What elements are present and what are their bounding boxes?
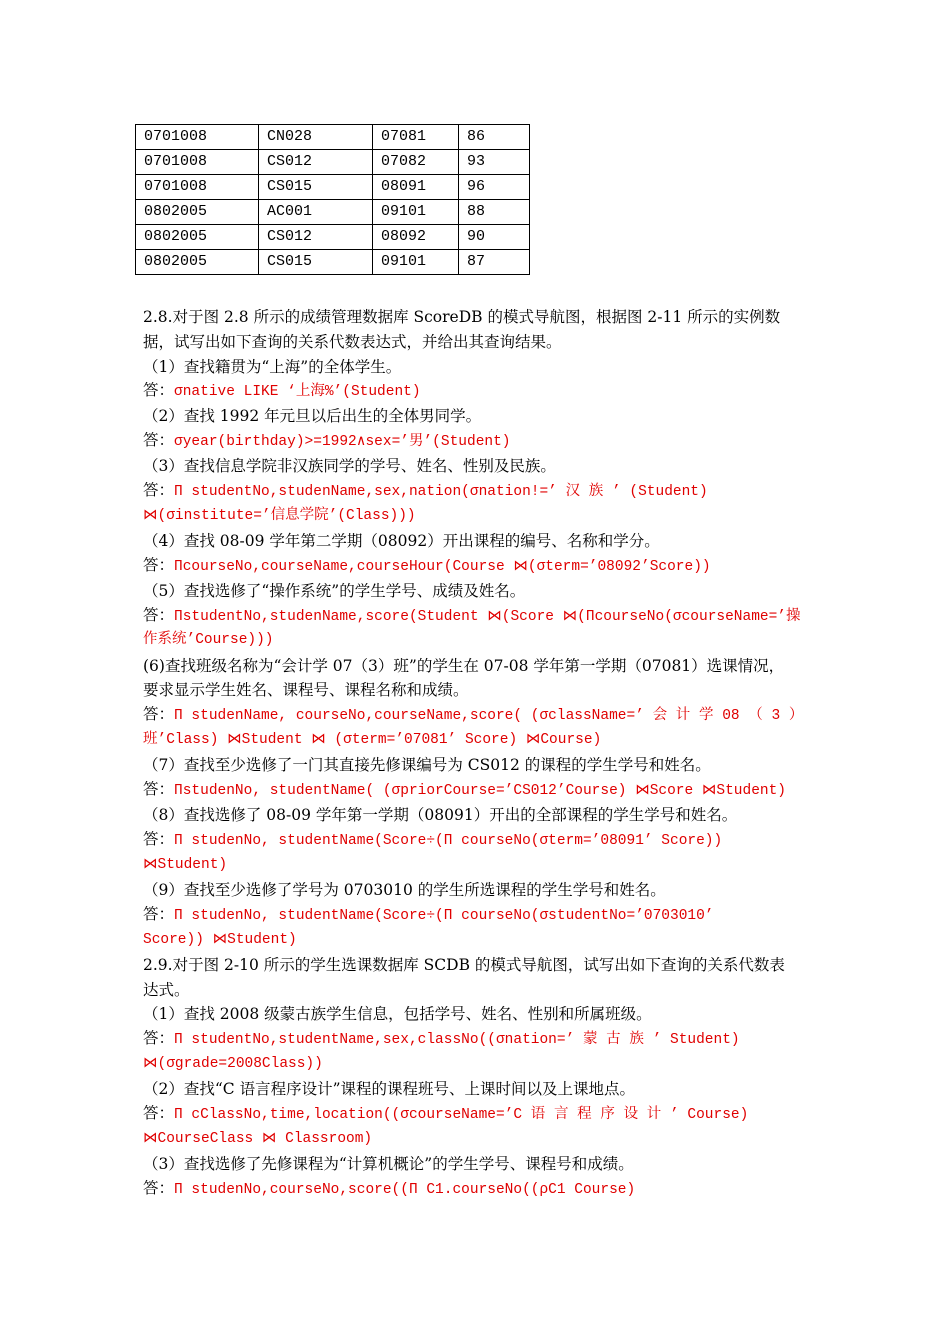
table-cell: 0802005 [136,225,259,250]
table-cell: 96 [459,175,530,200]
table-cell: 0802005 [136,200,259,225]
s28-q6-line1: (6)查找班级名称为“会计学 07（3）班”的学生在 07-08 学年第一学期（07081）选课情况， [143,657,785,675]
s29-a2-line2: ⋈CourseClass ⋈ Classroom) [143,1131,373,1147]
s29-a2-line1 [143,1103,813,1125]
table-cell: 07082 [373,150,459,175]
table-cell: 0701008 [136,125,259,150]
score-table [135,124,530,275]
s28-q1: （1）查找籍贯为“上海”的全体学生。 [143,358,402,376]
s28-q3: （3）查找信息学院非汉族同学的学号、姓名、性别及民族。 [143,457,556,475]
answer-label: 答： [143,556,175,574]
s28-a5-line2: 作系统’Course))) [143,632,274,648]
s28-a8-part1: Π studenNo, studentName(Score÷(Π courseNo(σterm=’08091’ Score)) [174,833,723,849]
s28-q7: （7）查找至少选修了一门其直接先修课编号为 CS012 的课程的学生学号和姓名。 [143,756,711,774]
table-row [136,150,530,175]
answer-label: 答： [143,780,175,798]
s28-a5-line1 [143,605,813,627]
s28-a8-line1 [143,829,813,851]
s28-a9-line1 [143,904,813,926]
s28-q8: （8）查找选修了 08-09 学年第一学期（08091）开出的全部课程的学生学号和姓名。 [143,806,738,824]
answer-label: 答： [143,705,175,723]
s28-q6-line2: 要求显示学生姓名、课程号、课程名称和成绩。 [143,681,469,699]
table-row [136,175,530,200]
table-cell: 07081 [373,125,459,150]
answer-label: 答： [143,606,175,624]
s28-a6-part1: Π studenName, courseNo,courseName,score( (σclassName=’ 会 计 学 08 （ 3 ） [174,708,804,724]
s29-a1-line1 [143,1028,813,1050]
table-cell: 0701008 [136,175,259,200]
s29-a1-part1: Π studentNo,studentName,sex,classNo((σnation=’ 蒙 古 族 ’ Student) [174,1032,740,1048]
answer-label: 答： [143,1104,175,1122]
s29-a3-line [143,1178,813,1200]
s29-intro-line2: 达式。 [143,981,190,999]
s28-a7: ΠstudenNo, studentName( (σpriorCourse=’CS012’Course) ⋈Score ⋈Student) [174,783,787,799]
s28-q9: （9）查找至少选修了学号为 0703010 的学生所选课程的学生学号和姓名。 [143,881,666,899]
s28-a2-line [143,430,813,452]
table-cell: 90 [459,225,530,250]
s28-a9-line2: Score)) ⋈Student) [143,932,297,948]
table-cell: 88 [459,200,530,225]
s28-q5: （5）查找选修了“操作系统”的学生学号、成绩及姓名。 [143,582,526,600]
table-cell: CS012 [259,225,373,250]
table-cell: 09101 [373,200,459,225]
s28-intro-line1: 2.8.对于图 2.8 所示的成绩管理数据库 ScoreDB 的模式导航图，根据图 2-11 所示的实例数 [143,308,781,326]
table-cell: 87 [459,250,530,275]
s28-q4: （4）查找 08-09 学年第二学期（08092）开出课程的编号、名称和学分。 [143,532,660,550]
s29-a1-line2: ⋈(σgrade=2008Class)) [143,1056,323,1072]
s28-a6-line1 [143,704,813,726]
score-table-body [136,125,530,275]
s29-q3: （3）查找选修了先修课程为“计算机概论”的学生学号、课程号和成绩。 [143,1155,634,1173]
s28-q2: （2）查找 1992 年元旦以后出生的全体男同学。 [143,407,482,425]
s28-a7-line [143,779,813,801]
table-cell: 0701008 [136,150,259,175]
s28-a8-line2: ⋈Student) [143,857,228,873]
s28-a3-line2: ⋈(σinstitute=’信息学院’(Class))) [143,508,416,524]
s29-a2-part1: Π cClassNo,time,location((σcourseName=’C 语 言 程 序 设 计 ’ Course) [174,1107,749,1123]
answer-label: 答： [143,381,175,399]
table-row [136,225,530,250]
s28-a1: σnative LIKE ‘上海%’(Student) [174,384,421,400]
s28-a4: ΠcourseNo,courseName,courseHour(Course ⋈(σterm=’08092’Score)) [174,559,711,575]
s28-a4-line [143,555,813,577]
s28-a9-part1: Π studenNo, studentName(Score÷(Π courseNo(σstudentNo=’0703010’ [174,908,714,924]
table-cell: 93 [459,150,530,175]
answer-label: 答： [143,830,175,848]
answer-label: 答： [143,905,175,923]
answer-label: 答： [143,1179,175,1197]
table-cell: 09101 [373,250,459,275]
answer-label: 答： [143,481,175,499]
s29-intro-line1: 2.9.对于图 2-10 所示的学生选课数据库 SCDB 的模式导航图，试写出如下查询的关系代数表 [143,956,785,974]
s28-a5-part1: ΠstudentNo,studenName,score(Student ⋈(Score ⋈(ΠcourseNo(σcourseName=’操 [174,609,801,625]
answer-label: 答： [143,431,175,449]
table-cell: CS015 [259,250,373,275]
table-cell: AC001 [259,200,373,225]
s28-a2: σyear(birthday)>=1992∧sex=’男’(Student) [174,434,511,450]
s29-q1: （1）查找 2008 级蒙古族学生信息，包括学号、姓名、性别和所属班级。 [143,1005,652,1023]
s28-a6-line2: 班’Class) ⋈Student ⋈ (σterm=’07081’ Score) ⋈Course) [143,732,602,748]
table-cell: 0802005 [136,250,259,275]
s28-intro-line2: 据，试写出如下查询的关系代数表达式，并给出其查询结果。 [143,333,562,351]
table-row [136,250,530,275]
s29-q2: （2）查找“C 语言程序设计”课程的课程班号、上课时间以及上课地点。 [143,1080,635,1098]
s29-a3: Π studenNo,courseNo,score((Π C1.courseNo((ρC1 Course) [174,1182,636,1198]
table-cell: 08092 [373,225,459,250]
s28-a3-line1 [143,480,813,502]
table-cell: CN028 [259,125,373,150]
table-cell: 08091 [373,175,459,200]
table-row [136,200,530,225]
table-cell: CS012 [259,150,373,175]
s28-a1-line [143,380,813,402]
answer-label: 答： [143,1029,175,1047]
table-cell: CS015 [259,175,373,200]
table-row [136,125,530,150]
table-cell: 86 [459,125,530,150]
s28-a3-part1: Π studentNo,studenName,sex,nation(σnation!=’ 汉 族 ’ (Student) [174,484,708,500]
